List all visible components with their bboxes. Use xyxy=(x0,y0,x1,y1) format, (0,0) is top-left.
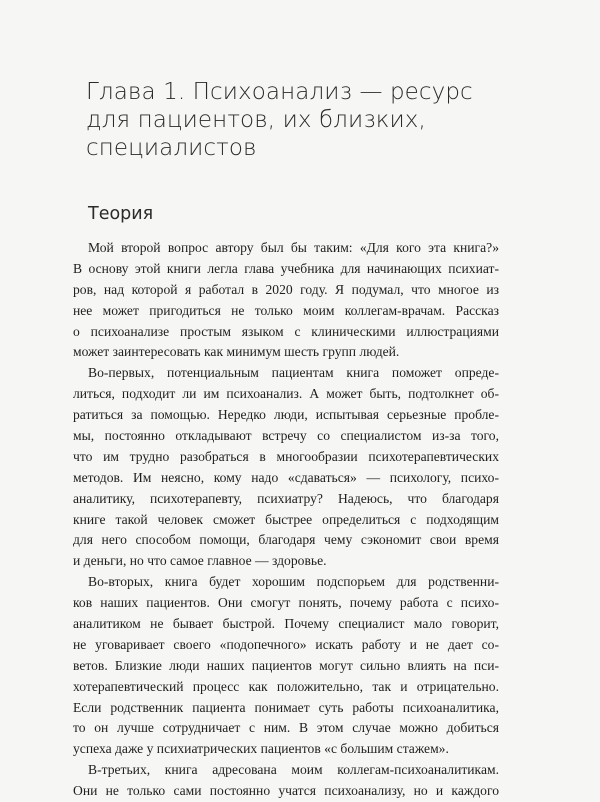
paragraph-line: Они не только сами постоянно учатся психоанализу, но и каждого xyxy=(73,783,499,799)
paragraph-line: мы, постоянно откладывают встречу со специалистом из-за того, xyxy=(73,428,499,444)
body-text xyxy=(0,238,600,802)
paragraph-line: аналитиком не бывает быстрой. Почему специалист мало говорит, xyxy=(73,616,499,632)
paragraph-line: литься, подходит ли им психоанализ. А может быть, подтолкнет об- xyxy=(73,386,499,402)
paragraph-line: для него способом помощи, благодаря чему сэкономит свои время xyxy=(73,532,499,548)
paragraph-line: ров, над которой я работал в 2020 году. Я подумал, что многое из xyxy=(73,281,499,297)
paragraph-line: ветов. Близкие люди наших пациентов могут сильно влиять на пси- xyxy=(73,657,499,673)
paragraph-line: хотерапевтический процесс как положительно, так и отрицательно. xyxy=(73,678,499,694)
paragraph-line: успеха даже у психиатрических пациентов «с большим стажем». xyxy=(73,741,449,757)
paragraph-line: Если родственник пациента понимает суть работы психоаналитика, xyxy=(73,699,499,715)
paragraph-line: и деньги, но что самое главное — здоровье. xyxy=(73,553,327,569)
paragraph-line: ков наших пациентов. Они смогут понять, почему работа с психо- xyxy=(73,595,499,611)
paragraph-line: Мой второй вопрос автору был бы таким: «Для кого эта книга?» xyxy=(88,240,499,255)
paragraph-line: Во-вторых, книга будет хорошим подспорьем для родственни- xyxy=(88,574,499,590)
paragraph-line: о психоанализе простым языком с клиническими иллюстрациями xyxy=(73,323,499,339)
paragraph-line: Во-первых, потенциальным пациентам книга поможет опреде- xyxy=(88,365,499,381)
section-heading: Теория xyxy=(88,204,154,224)
paragraph-line: что им трудно разобраться в многообразии психотерапевтических xyxy=(73,448,499,464)
paragraph-line: книге такой человек сможет быстрее определиться с подходящим xyxy=(73,511,499,527)
paragraph-line: В-третьих, книга адресована моим коллегам-психоаналитикам. xyxy=(88,762,499,778)
chapter-title-line: Глава 1. Психоанализ — ресурс xyxy=(86,79,473,105)
paragraph-line: методов. Им неясно, кому надо «сдаваться» — психологу, психо- xyxy=(73,469,499,485)
paragraph-line: не уговаривает своего «подопечного» искать работу и не дает со- xyxy=(73,636,499,652)
paragraph-line: то он лучше сотрудничает с ним. В этом случае можно добиться xyxy=(73,720,499,736)
paragraph-line: нее может пригодиться не только моим коллегам-врачам. Рассказ xyxy=(73,302,499,318)
chapter-title-line: специалистов xyxy=(86,135,257,161)
paragraph-line: ратиться за помощью. Нередко люди, испытывая серьезные пробле- xyxy=(73,407,499,423)
paragraph-line: аналитику, психотерапевту, психиатру? Надеюсь, что благодаря xyxy=(73,490,499,506)
chapter-title-line: для пациентов, их близких, xyxy=(86,107,426,133)
paragraph-line: может заинтересовать как минимум шесть групп людей. xyxy=(73,344,400,360)
chapter-title xyxy=(86,78,526,162)
paragraph-line: В основу этой книги легла глава учебника для начинающих психиат- xyxy=(73,260,499,276)
